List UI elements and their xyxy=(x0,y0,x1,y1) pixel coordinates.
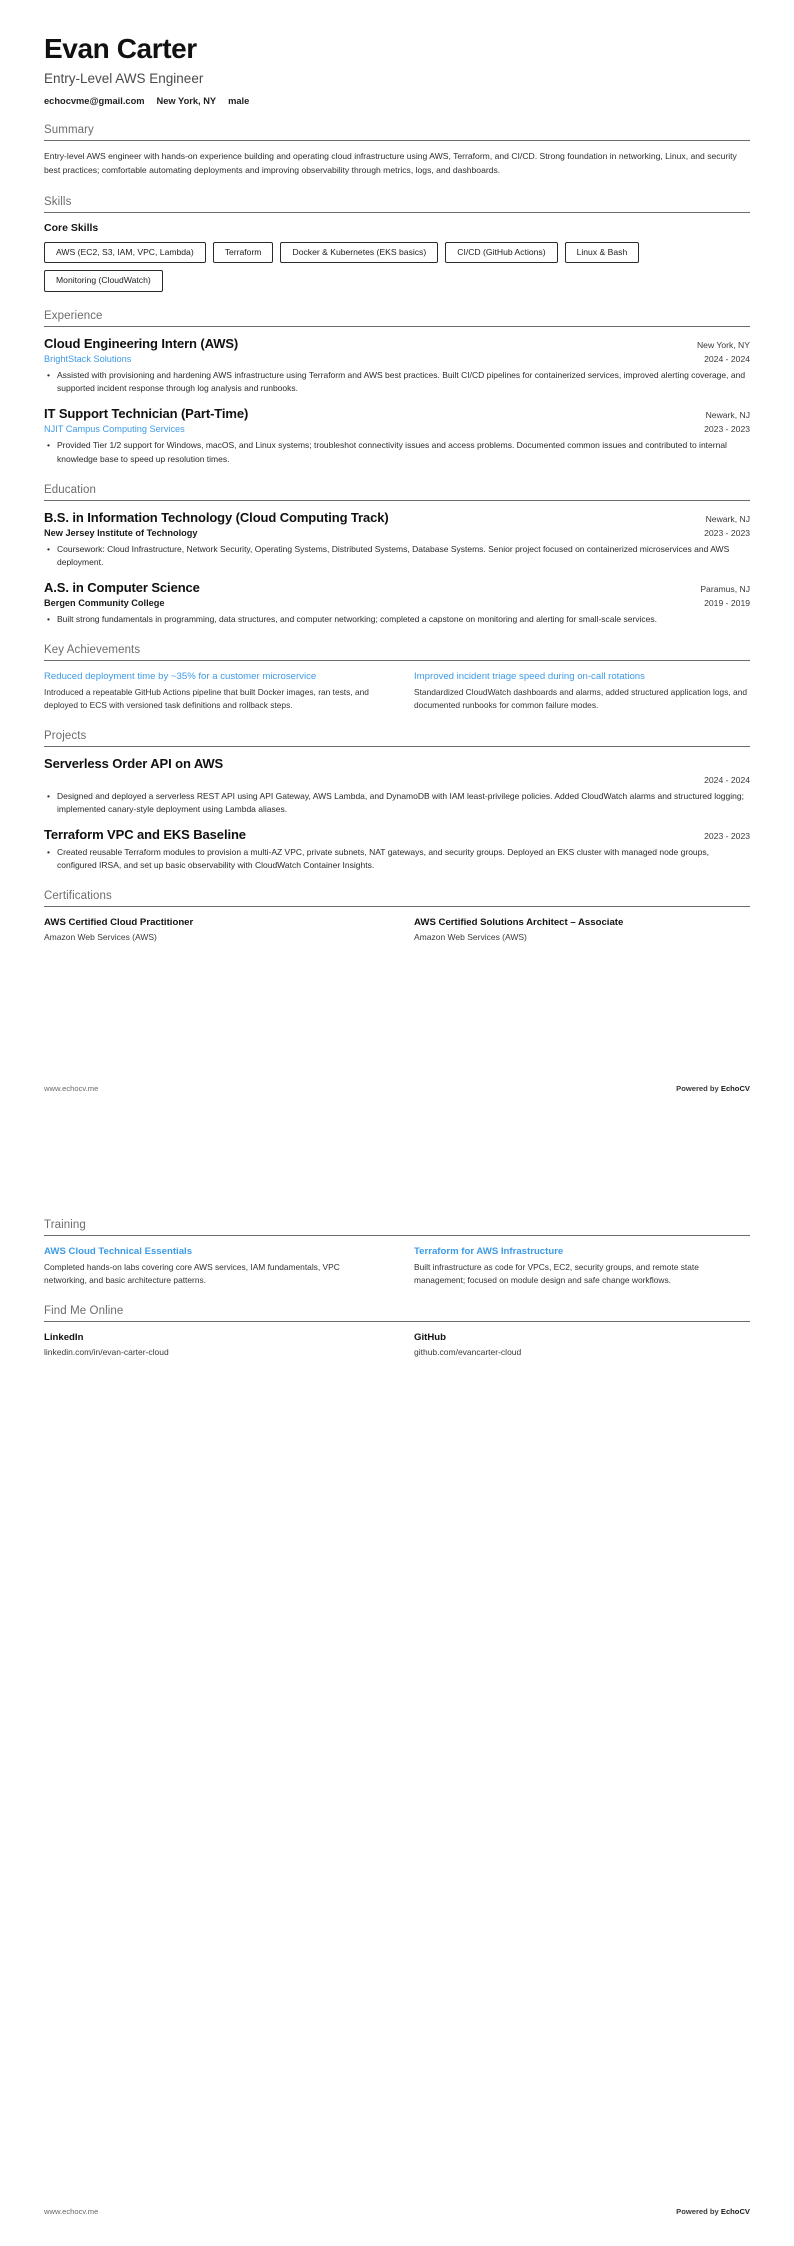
project-bullets xyxy=(44,846,750,872)
section-title-projects: Projects xyxy=(44,730,87,743)
page-footer xyxy=(44,1084,750,1093)
skill-pill: CI/CD (GitHub Actions) xyxy=(445,242,557,263)
find-me-online-grid xyxy=(44,1331,750,1359)
education-bullet: • Built strong fundamentals in programming, data structures, and computer networking; completed a capstone on monitoring and alerting for small-scale services. xyxy=(57,613,750,626)
section-title-experience: Experience xyxy=(44,309,103,322)
section-certifications xyxy=(44,890,750,944)
education-entry xyxy=(44,510,750,569)
section-rule xyxy=(44,140,750,141)
key-achievement-body: Standardized CloudWatch dashboards and alarms, added structured application logs, and documented runbooks for common failure modes. xyxy=(414,687,748,711)
education-school: New Jersey Institute of Technology xyxy=(44,527,198,538)
candidate-headline: Entry-Level AWS Engineer xyxy=(44,70,204,86)
contact-line xyxy=(44,96,750,106)
section-summary xyxy=(44,124,750,178)
section-rule xyxy=(44,212,750,213)
section-skills xyxy=(44,196,750,292)
education-location: Paramus, NJ xyxy=(700,584,750,595)
footer-site[interactable]: www.echocv.me xyxy=(44,1084,99,1093)
contact-location: New York, NY xyxy=(156,95,217,106)
certification-issuer: Amazon Web Services (AWS) xyxy=(44,932,157,943)
education-bullet: • Coursework: Cloud Infrastructure, Network Security, Operating Systems, Distributed Systems, Database Systems. Senior project focused on containerized microservices and AWS deployment. xyxy=(57,543,750,569)
key-achievement-body: Introduced a repeatable GitHub Actions pipeline that built Docker images, ran tests, and deployed to ECS with versioned task definitions and rollback steps. xyxy=(44,687,369,711)
certifications-grid xyxy=(44,916,750,944)
experience-role: Cloud Engineering Intern (AWS) xyxy=(44,335,239,351)
contact-email: echocvme@gmail.com xyxy=(44,95,145,106)
section-title-summary: Summary xyxy=(44,123,94,136)
experience-bullet: • Provided Tier 1/2 support for Windows, macOS, and Linux systems; troubleshot connectivity issues and access problems. Documented common issues and contributed to internal knowledge base to speed up resolution times. xyxy=(57,439,750,465)
section-rule xyxy=(44,1321,750,1322)
resume-page-2 xyxy=(0,1123,794,2246)
project-name: Terraform VPC and EKS Baseline xyxy=(44,826,246,842)
education-degree: B.S. in Information Technology (Cloud Computing Track) xyxy=(44,509,389,525)
experience-role: IT Support Technician (Part-Time) xyxy=(44,406,249,422)
project-dates-value: 2024 - 2024 xyxy=(704,774,750,785)
section-title-skills: Skills xyxy=(44,195,72,208)
certification-issuer: Amazon Web Services (AWS) xyxy=(414,932,527,943)
education-school: Bergen Community College xyxy=(44,598,165,609)
experience-dates: 2023 - 2023 xyxy=(704,424,750,435)
certification-name: AWS Certified Solutions Architect – Associate xyxy=(414,917,624,929)
footer-brand: EchoCV xyxy=(720,2207,750,2216)
section-rule xyxy=(44,906,750,907)
experience-bullet: • Assisted with provisioning and hardening AWS infrastructure using Terraform and AWS best practices. Built CI/CD pipelines for containerized services, improved alerting coverage, and supported incident response through log analysis and runbooks. xyxy=(57,369,750,395)
social-label: GitHub xyxy=(414,1331,446,1343)
training-title: Terraform for AWS Infrastructure xyxy=(414,1246,564,1257)
social-value[interactable]: github.com/evancarter-cloud xyxy=(414,1346,522,1357)
social-value[interactable]: linkedin.com/in/evan-carter-cloud xyxy=(44,1346,169,1357)
certification-item xyxy=(44,916,380,944)
project-bullets xyxy=(44,790,750,816)
section-title-key-achievements: Key Achievements xyxy=(44,644,141,657)
section-education xyxy=(44,484,750,627)
section-experience xyxy=(44,310,750,466)
education-bullets xyxy=(44,613,750,626)
project-name: Serverless Order API on AWS xyxy=(44,756,224,772)
candidate-name: Evan Carter xyxy=(44,33,197,64)
training-grid xyxy=(44,1245,750,1287)
section-key-achievements xyxy=(44,644,750,712)
section-rule xyxy=(44,500,750,501)
project-dates xyxy=(734,760,750,770)
training-body: Built infrastructure as code for VPCs, EC2, security groups, and remote state management; focused on module design and safe change workflows. xyxy=(414,1261,699,1285)
skill-pill: Docker & Kubernetes (EKS basics) xyxy=(280,242,438,263)
education-dates: 2019 - 2019 xyxy=(704,598,750,609)
training-item xyxy=(44,1245,380,1287)
skills-group-title: Core Skills xyxy=(44,221,99,234)
project-dates-value: 2023 - 2023 xyxy=(704,830,750,841)
certification-item xyxy=(414,916,750,944)
section-title-education: Education xyxy=(44,483,97,496)
section-rule xyxy=(44,660,750,661)
skill-pill: Linux & Bash xyxy=(565,242,640,263)
education-bullets xyxy=(44,543,750,569)
page-footer xyxy=(44,2207,750,2216)
section-projects xyxy=(44,730,750,872)
footer-powered-by xyxy=(676,2207,750,2216)
project-entry xyxy=(44,827,750,873)
contact-gender: male xyxy=(228,95,250,106)
footer-powered-by xyxy=(676,1084,750,1093)
social-label: LinkedIn xyxy=(44,1331,84,1343)
education-dates: 2023 - 2023 xyxy=(704,527,750,538)
skill-pill: Terraform xyxy=(213,242,274,263)
project-bullet: • Created reusable Terraform modules to provision a multi-AZ VPC, private subnets, NAT gateways, and security groups. Deployed an EKS cluster with managed node groups, configured IRSA, and set up basic observability with CloudWatch Container Insights. xyxy=(57,846,750,872)
footer-site[interactable]: www.echocv.me xyxy=(44,2207,99,2216)
education-degree: A.S. in Computer Science xyxy=(44,580,200,596)
training-body: Completed hands-on labs covering core AWS services, IAM fundamentals, VPC networking, and basic architecture patterns. xyxy=(44,1261,340,1285)
experience-entry xyxy=(44,406,750,465)
experience-entry xyxy=(44,336,750,395)
footer-brand: EchoCV xyxy=(720,1084,750,1093)
training-title: AWS Cloud Technical Essentials xyxy=(44,1246,193,1257)
footer-powered-prefix: Powered by xyxy=(676,2207,721,2216)
skill-pill: Monitoring (CloudWatch) xyxy=(44,270,163,291)
section-title-certifications: Certifications xyxy=(44,890,112,903)
section-rule xyxy=(44,326,750,327)
section-rule xyxy=(44,746,750,747)
training-item xyxy=(414,1245,750,1287)
certification-name: AWS Certified Cloud Practitioner xyxy=(44,917,194,929)
education-entry xyxy=(44,580,750,626)
section-training xyxy=(44,1219,750,1287)
skill-pill: AWS (EC2, S3, IAM, VPC, Lambda) xyxy=(44,242,206,263)
summary-text: Entry-level AWS engineer with hands-on experience building and operating cloud infrastructure using AWS, Terraform, and CI/CD. Strong foundation in networking, Linux, and security best practices; comfortable automating deployments and improving observability through metrics, logs, and dashboards. xyxy=(44,150,737,175)
experience-dates: 2024 - 2024 xyxy=(704,353,750,364)
footer-powered-prefix: Powered by xyxy=(676,1084,721,1093)
key-achievement-title: Improved incident triage speed during on-call rotations xyxy=(414,671,645,683)
skills-pill-row xyxy=(44,242,750,292)
social-link-item xyxy=(414,1331,750,1359)
experience-company[interactable]: BrightStack Solutions xyxy=(44,353,132,364)
key-achievement-item xyxy=(44,670,380,712)
experience-bullets xyxy=(44,439,750,465)
project-entry xyxy=(44,756,750,815)
project-org xyxy=(44,774,47,787)
education-location: Newark, NJ xyxy=(705,513,750,524)
social-link-item xyxy=(44,1331,380,1359)
key-achievement-title: Reduced deployment time by ~35% for a customer microservice xyxy=(44,671,317,683)
project-bullet: • Designed and deployed a serverless REST API using API Gateway, AWS Lambda, and DynamoDB with IAM least-privilege policies. Added CloudWatch alarms and structured logging; implemented canary-style deployment using Lambda aliases. xyxy=(57,790,750,816)
section-find-me-online xyxy=(44,1305,750,1359)
section-title-training: Training xyxy=(44,1219,86,1231)
experience-bullets xyxy=(44,369,750,395)
experience-company[interactable]: NJIT Campus Computing Services xyxy=(44,424,185,435)
section-rule xyxy=(44,1235,750,1236)
resume-header xyxy=(44,34,750,106)
experience-location: New York, NY xyxy=(696,339,750,350)
section-title-find-me-online: Find Me Online xyxy=(44,1304,124,1317)
experience-location: Newark, NJ xyxy=(705,410,750,421)
key-achievements-grid xyxy=(44,670,750,712)
key-achievement-item xyxy=(414,670,750,712)
